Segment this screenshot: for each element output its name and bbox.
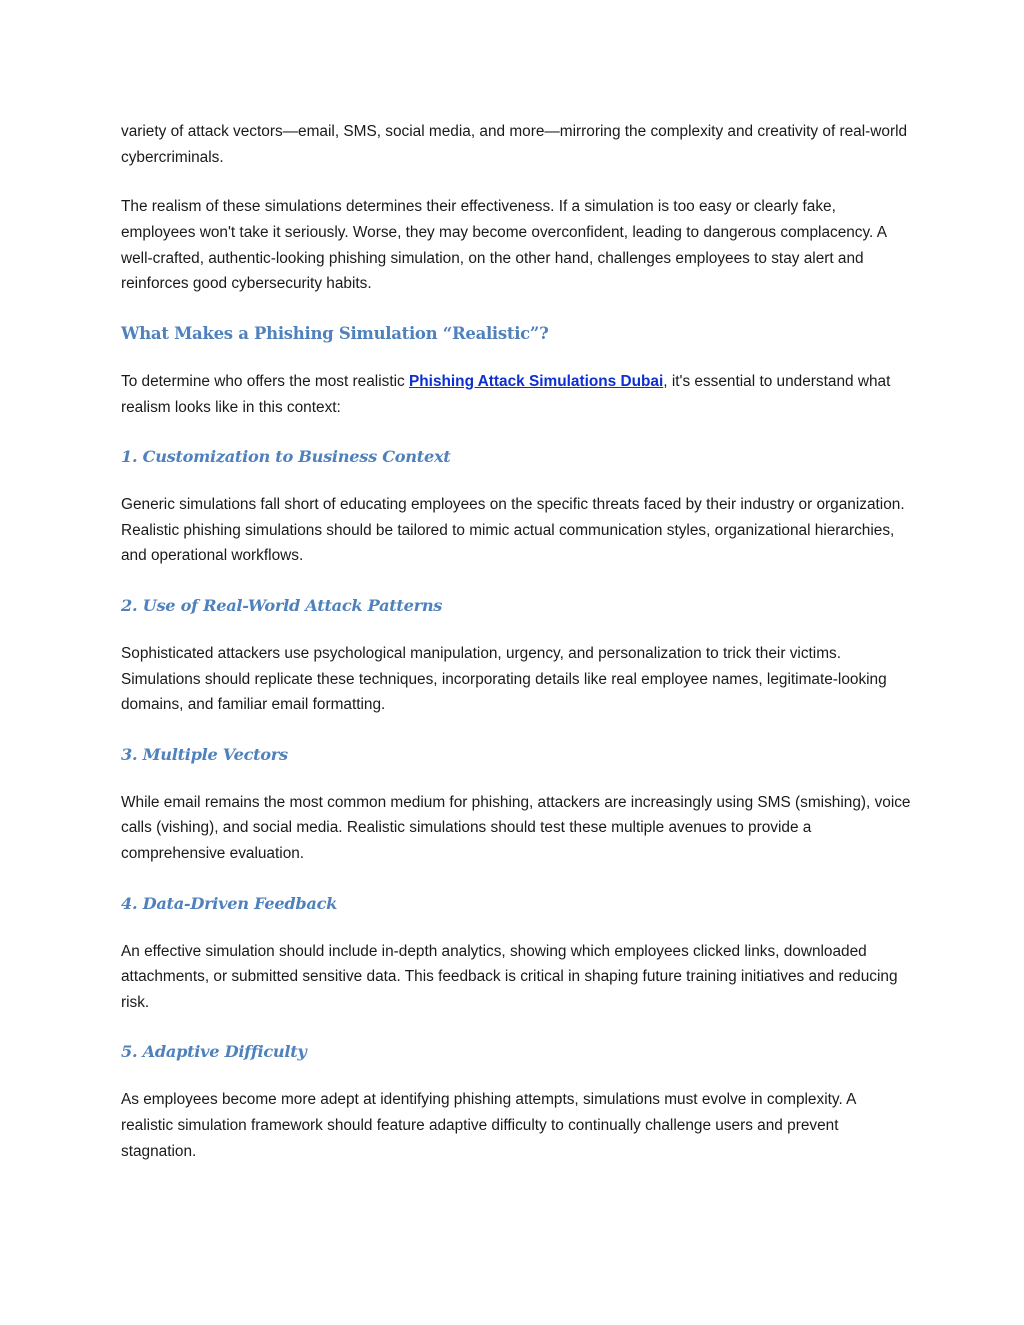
- item-heading-4: 4. Data-Driven Feedback: [121, 893, 338, 913]
- item-body-5: As employees become more adept at identifying phishing attempts, simulations must evolve in complexity. A realistic simulation framework should feature adaptive difficulty to continually challenge users and prevent stagnation.: [121, 1091, 856, 1161]
- item-heading-2: 2. Use of Real-World Attack Patterns: [121, 595, 443, 615]
- document-page: [121, 119, 911, 1188]
- item-heading-3: 3. Multiple Vectors: [121, 744, 288, 764]
- intro-paragraph-1: variety of attack vectors—email, SMS, social media, and more—mirroring the complexity and creativity of real-world cybercriminals.: [121, 123, 908, 166]
- section-heading: What Makes a Phishing Simulation “Realistic”?: [121, 323, 549, 343]
- section-lead-paragraph: [121, 369, 911, 421]
- item-heading-5: 5. Adaptive Difficulty: [121, 1042, 307, 1062]
- item-body-2: Sophisticated attackers use psychological manipulation, urgency, and personalization to trick their victims. Simulations should replicate these techniques, incorporating details like real employee names, legitimate-looking domains, and familiar email formatting.: [121, 644, 887, 714]
- intro-paragraph-2: The realism of these simulations determines their effectiveness. If a simulation is too easy or clearly fake, employees won't take it seriously. Worse, they may become overconfident, leading to dangerous complacency. A well-crafted, authentic-looking phishing simulation, on the other hand, challenges employees to stay alert and reinforces good cybersecurity habits.: [121, 198, 887, 293]
- item-body-4: An effective simulation should include in-depth analytics, showing which employees clicked links, downloaded attachments, or submitted sensitive data. This feedback is critical in shaping future training initiatives and reducing risk.: [121, 942, 898, 1012]
- phishing-simulations-dubai-link[interactable]: Phishing Attack Simulations Dubai: [409, 372, 664, 390]
- item-heading-1: 1. Customization to Business Context: [121, 446, 451, 466]
- lead-text-after: , it's essential to understand what realism looks like in this context:: [121, 372, 891, 416]
- item-body-3: While email remains the most common medium for phishing, attackers are increasingly using SMS (smishing), voice calls (vishing), and social media. Realistic simulations should test these multiple avenues to provide a comprehensive evaluation.: [121, 793, 911, 863]
- lead-text-before: To determine who offers the most realistic: [121, 372, 409, 390]
- item-body-1: Generic simulations fall short of educating employees on the specific threats faced by their industry or organization. Realistic phishing simulations should be tailored to mimic actual communication styles, organizational hierarchies, and operational workflows.: [121, 495, 905, 565]
